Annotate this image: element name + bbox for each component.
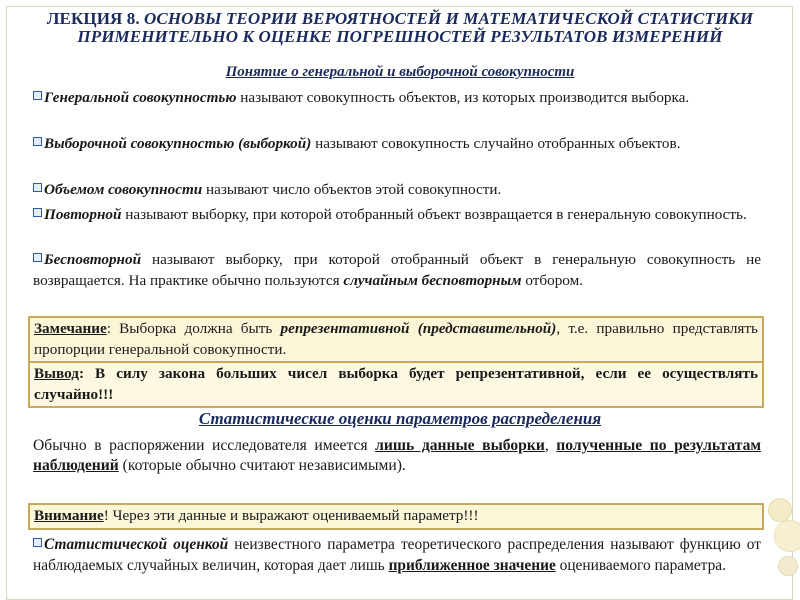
definition-text: называют совокупность случайно отобранных объектов. [311, 135, 681, 152]
definition-item [33, 180, 761, 201]
decorative-circles [760, 0, 800, 600]
definition-item [33, 134, 761, 155]
conclusion-label: Вывод [34, 365, 79, 382]
definition-text: называют выборку, при которой отобранный объект возвращается в генеральную совокупность. [121, 206, 747, 223]
definition-text: неизвестного параметра теоретического распределения называют функцию от наблюдаемых случайных величин, которая дает лишь [33, 536, 762, 574]
remark-text: , т.е. правильно представлять пропорции генеральной совокупности. [34, 320, 758, 358]
underlined-phrase: полученные по результатам наблюдений [33, 437, 761, 474]
definition-item [33, 250, 761, 291]
remark-label: Замечание [34, 320, 107, 337]
slide-title [20, 10, 780, 46]
section1-heading: Понятие о генеральной и выборочной совокупности [225, 64, 575, 80]
remark-emphasis: репрезентативной (представительной) [280, 320, 557, 337]
underlined-phrase: лишь данные выборки [375, 437, 545, 454]
paragraph-text: Обычно в распоряжении исследователя имеется [33, 437, 376, 454]
attention-label: Внимание [34, 507, 104, 524]
definition-text: называют число объектов этой совокупности. [202, 181, 502, 198]
definition-item [33, 535, 761, 576]
checkbox-bullet-icon [33, 253, 42, 262]
attention-box [28, 503, 764, 530]
definition-text: оцениваемого параметра. [555, 556, 726, 574]
circle-decoration [774, 520, 800, 552]
definition-item [33, 88, 761, 109]
definition-item [33, 205, 761, 226]
checkbox-bullet-icon [33, 91, 42, 100]
circle-decoration [768, 498, 792, 522]
circle-decoration [778, 556, 798, 576]
title-prefix: ЛЕКЦИЯ 8. [46, 9, 145, 28]
attention-text: ! Через эти данные и выражают оцениваемый параметр!!! [103, 507, 479, 524]
conclusion-box [28, 361, 764, 408]
term: Бесповторной [44, 251, 142, 268]
section2-heading: Статистические оценки параметров распределения [198, 409, 602, 428]
checkbox-bullet-icon [33, 183, 42, 192]
term: Повторной [44, 206, 122, 223]
remark-box [28, 316, 764, 363]
definition-text: называют совокупность объектов, из которых производится выборка. [236, 89, 690, 106]
term: Статистической оценкой [44, 536, 229, 553]
remark-text: : Выборка должна быть [106, 320, 281, 337]
definition-text: называют выборку, при которой отобранный объект в генеральную совокупность не возвращается. На практике обычно пользуются [33, 251, 761, 289]
title-line1: ОСНОВЫ ТЕОРИИ ВЕРОЯТНОСТЕЙ И МАТЕМАТИЧЕСКОЙ СТАТИСТИКИ [144, 9, 754, 28]
paragraph-text: , [544, 437, 557, 454]
definition-text: отбором. [521, 271, 584, 289]
conclusion-text: : В силу закона больших чисел выборка будет репрезентативной, если ее осуществлять случайно!!! [34, 365, 758, 403]
title-line2: ПРИМЕНИТЕЛЬНО К ОЦЕНКЕ ПОГРЕШНОСТЕЙ РЕЗУЛЬТАТОВ ИЗМЕРЕНИЙ [77, 27, 723, 46]
term: Объемом совокупности [44, 181, 203, 198]
checkbox-bullet-icon [33, 538, 42, 547]
intro-paragraph [33, 436, 761, 476]
paragraph-text: (которые обычно считают независимыми). [118, 457, 406, 474]
term: Генеральной совокупностью [44, 89, 237, 106]
checkbox-bullet-icon [33, 137, 42, 146]
underlined-phrase: приближенное значение [388, 556, 556, 574]
term-emphasis: случайным бесповторным [343, 271, 522, 289]
term: Выборочной совокупностью (выборкой) [44, 135, 312, 152]
checkbox-bullet-icon [33, 208, 42, 217]
